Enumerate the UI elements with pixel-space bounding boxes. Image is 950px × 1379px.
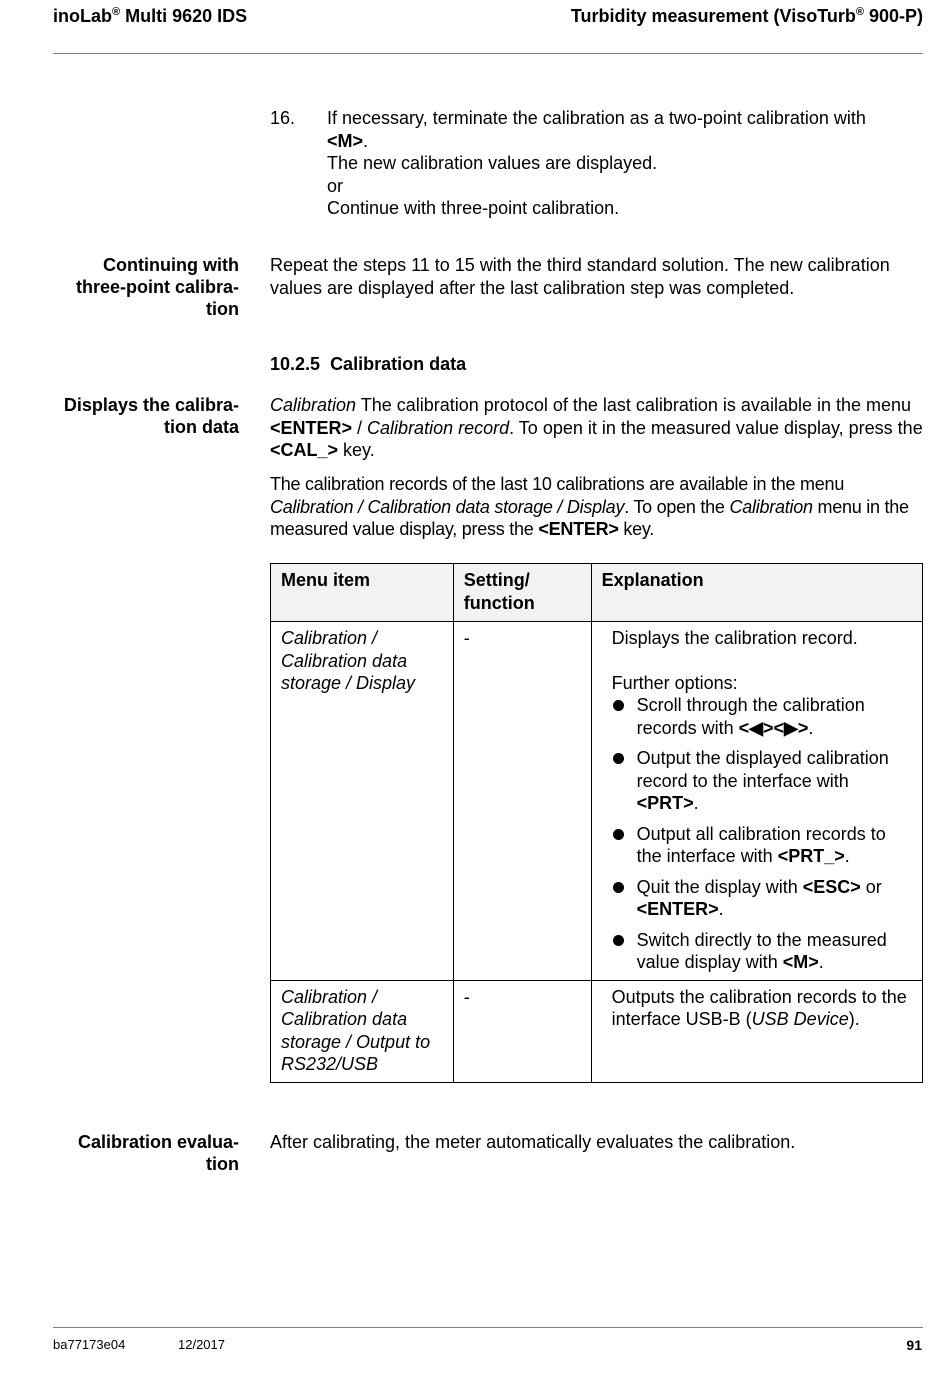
bullet-icon: [613, 882, 624, 893]
side-label-line: three-point calibra-: [75, 277, 239, 297]
step-number: 16.: [270, 108, 296, 128]
brand-name: inoLab: [53, 6, 112, 26]
text: /: [352, 417, 368, 438]
list-item: [612, 929, 912, 974]
section-number: 10.2.5: [270, 354, 321, 374]
list-item: [612, 747, 912, 815]
explanation-cell: [591, 980, 922, 1082]
key-enter: <ENTER>: [270, 417, 353, 438]
text: .: [808, 717, 814, 738]
options-list: [612, 694, 912, 974]
side-label-display-data: [40, 394, 239, 438]
step-line-3: or: [327, 175, 344, 196]
side-label-line: tion: [206, 1154, 239, 1174]
chapter-title-a: Turbidity measurement (VisoTurb: [570, 6, 856, 26]
bullet-icon: [613, 753, 624, 764]
text: .: [818, 952, 824, 972]
doc-id: ba77173e04: [53, 1337, 126, 1352]
side-label-line: tion data: [164, 417, 239, 437]
side-label-line: tion: [206, 299, 239, 319]
key-prt-long: <PRT_>: [777, 846, 845, 866]
text: ).: [848, 1009, 860, 1029]
step-line-2: The new calibration values are displayed.: [327, 153, 658, 173]
text: menu in the measured value display, press the: [270, 496, 909, 539]
table-row: [271, 980, 923, 1082]
table-header-row: [271, 564, 923, 622]
text: . To open it in the measured value display, press the: [509, 417, 923, 438]
step-line-4: Continue with three-point calibration.: [327, 198, 620, 218]
display-data-paragraph-1: [270, 394, 925, 462]
column-header-menu-item: Menu item: [271, 564, 454, 622]
side-label-line: Displays the calibra-: [63, 395, 239, 415]
key-m: <M>: [327, 130, 364, 151]
setting-cell: -: [453, 980, 591, 1082]
header-left: [53, 6, 247, 27]
text: .: [844, 846, 850, 866]
text: Scroll through the calibration records with: [636, 695, 865, 738]
header-rule: [53, 53, 923, 54]
evaluation-text: After calibrating, the meter automatically evaluates the calibration.: [270, 1132, 796, 1152]
explanation-line: Further options:: [611, 672, 738, 693]
menu-ref: Calibration / Calibration data storage / Display: [270, 496, 625, 517]
key-prt: <PRT>: [636, 793, 694, 813]
key-m: <M>: [782, 952, 819, 972]
bullet-icon: [613, 700, 624, 711]
key-arrows: <◀><▶>: [738, 717, 809, 738]
display-data-paragraph-2: [270, 473, 925, 541]
table-row: [271, 622, 923, 981]
period: .: [363, 130, 369, 151]
text: . To open the: [624, 496, 730, 517]
footer-rule: [53, 1327, 923, 1328]
text: key.: [338, 440, 375, 460]
header-right: [571, 6, 923, 27]
setting-cell: -: [453, 622, 591, 981]
section-title: Calibration data: [330, 354, 467, 374]
side-label-three-point: [40, 254, 239, 320]
key-enter: <ENTER>: [636, 899, 719, 919]
text: Output all calibration records to the interface with: [636, 823, 886, 866]
text: .: [718, 899, 724, 919]
menu-table: [270, 563, 923, 1083]
menu-ref: Calibration: [729, 496, 813, 517]
doc-date: 12/2017: [178, 1337, 225, 1352]
menu-ref: Calibration: [270, 395, 357, 415]
step-line-1: If necessary, terminate the calibration as a two-point calibration with: [327, 108, 866, 128]
list-item: [612, 823, 912, 868]
text: Output the displayed calibration record to the interface with: [636, 748, 889, 791]
key-enter: <ENTER>: [538, 519, 619, 539]
side-label-evaluation: [40, 1131, 239, 1175]
column-header-setting: Setting/ function: [453, 564, 591, 622]
model-name: Multi 9620 IDS: [120, 6, 248, 26]
side-label-line: Continuing with: [103, 255, 239, 275]
registered-mark: ®: [112, 6, 121, 18]
key-esc: <ESC>: [802, 876, 861, 897]
chapter-title-b: 900-P): [863, 6, 923, 26]
text: Switch directly to the measured value display with: [636, 929, 887, 972]
text: .: [693, 793, 699, 813]
section-heading: [270, 354, 466, 375]
explanation-cell: [591, 622, 922, 981]
explanation-line: Displays the calibration record.: [611, 628, 858, 648]
interface-name: USB Device: [751, 1009, 849, 1029]
registered-mark: ®: [855, 6, 864, 18]
key-cal: <CAL_>: [270, 440, 339, 460]
three-point-text: Repeat the steps 11 to 15 with the third standard solution. The new calibration values are displayed after the last calibration step was completed.: [270, 255, 890, 298]
text: The calibration protocol of the last calibration is available in the menu: [356, 395, 912, 415]
menu-item-cell: Calibration / Calibration data storage / Display: [271, 622, 454, 981]
step-16-text: [327, 107, 927, 220]
bullet-icon: [613, 935, 624, 946]
page-number: 91: [906, 1337, 922, 1353]
text: The calibration records of the last 10 calibrations are available in the menu: [270, 474, 845, 494]
column-header-explanation: Explanation: [591, 564, 922, 622]
list-item: [612, 694, 912, 739]
text: Quit the display with: [636, 876, 803, 897]
bullet-icon: [613, 829, 624, 840]
menu-item-cell: Calibration / Calibration data storage / Output to RS232/USB: [271, 980, 454, 1082]
text: key.: [618, 519, 655, 539]
list-item: [612, 876, 912, 921]
menu-ref: Calibration record: [367, 417, 510, 438]
text: Outputs the calibration records to the interface USB-B (: [611, 986, 907, 1029]
side-label-line: Calibration evalua-: [77, 1132, 239, 1152]
text: or: [860, 876, 882, 897]
